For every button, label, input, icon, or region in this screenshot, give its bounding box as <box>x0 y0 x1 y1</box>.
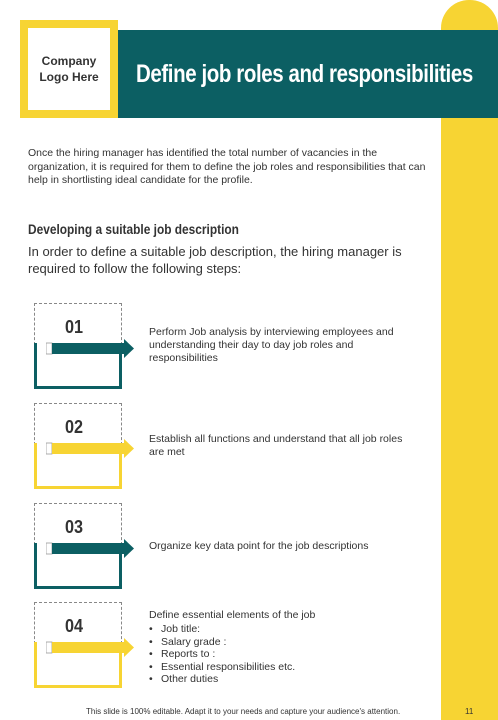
list-item: • Other duties <box>161 673 419 686</box>
step-4-bullet-list <box>149 623 419 686</box>
logo-text-line2: Logo Here <box>39 70 99 84</box>
step-4-text: Define essential elements of the job <box>149 609 316 621</box>
step-3-arrow-icon <box>46 539 136 559</box>
step-1-text: Perform Job analysis by interviewing employees and understanding their day to day job roles and responsibilities <box>149 326 394 364</box>
footer-note: This slide is 100% editable. Adapt it to your needs and capture your audience's attention. <box>86 707 401 716</box>
page-number: 11 <box>465 707 474 716</box>
step-4 <box>34 602 434 690</box>
company-logo-frame <box>20 20 118 118</box>
step-2-number: 02 <box>65 417 84 437</box>
section-description: In order to define a suitable job description, the hiring manager is required to follow the following steps: <box>28 244 402 276</box>
step-2-arrow-icon <box>46 439 136 459</box>
step-3 <box>34 503 434 591</box>
step-2 <box>34 403 434 491</box>
list-item: • Salary grade : <box>161 636 419 649</box>
section-heading: Developing a suitable job description <box>28 221 239 237</box>
step-3-number: 03 <box>65 517 84 537</box>
logo-text-line1: Company <box>41 54 97 68</box>
step-1-number: 01 <box>65 317 84 337</box>
company-logo-placeholder <box>28 28 110 110</box>
footer <box>0 703 498 720</box>
intro-paragraph: Once the hiring manager has identified the total number of vacancies in the organization, it is required for them to define the job roles and responsibilities that can help in shortlisting ideal candidate for the profile. <box>28 147 426 186</box>
step-4-text-block <box>149 609 419 686</box>
step-4-arrow-icon <box>46 638 136 658</box>
step-4-number: 04 <box>65 616 84 636</box>
step-2-text: Establish all functions and understand that all job roles are met <box>149 433 403 458</box>
list-item: • Essential responsibilities etc. <box>161 661 419 674</box>
step-1-arrow-icon <box>46 339 136 359</box>
step-1 <box>34 303 434 391</box>
page-title: Define job roles and responsibilities <box>136 59 473 88</box>
step-3-text: Organize key data point for the job descriptions <box>149 540 369 552</box>
list-item: • Reports to : <box>161 648 419 661</box>
header-bar <box>118 30 498 118</box>
list-item: • Job title: <box>161 623 419 636</box>
